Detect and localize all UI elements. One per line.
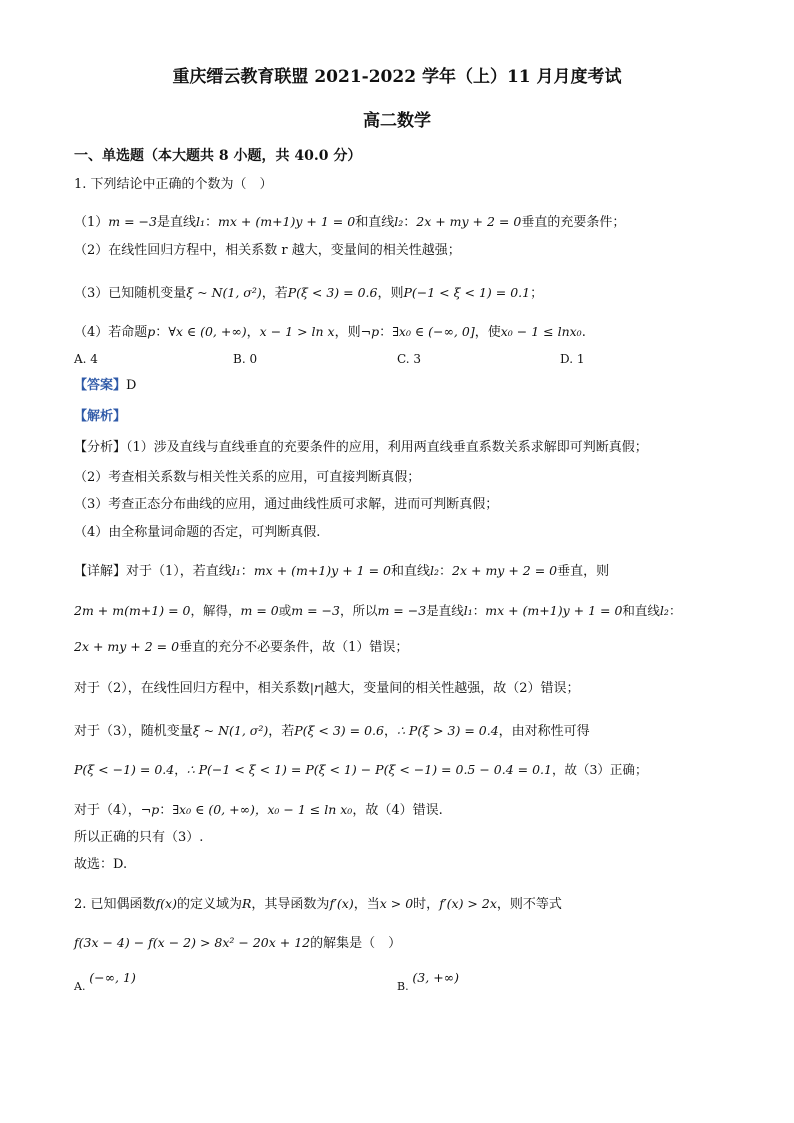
text: ： — [439, 564, 453, 579]
text: ， — [383, 724, 397, 739]
text: ： — [403, 215, 417, 230]
q1-statement-2: （2）在线性回归方程中，相关系数 r 越大，变量间的相关性越强； — [74, 243, 461, 258]
text: （1） — [74, 215, 109, 230]
text: 和直线 — [622, 603, 660, 618]
text: 垂直，则 — [557, 564, 610, 579]
detail-line-7 — [74, 801, 443, 820]
text: ，当 — [353, 897, 380, 912]
text: （4）若命题 — [74, 325, 148, 340]
text: 和直线 — [390, 564, 430, 579]
text: ： — [668, 603, 682, 618]
detail-line-6 — [74, 761, 647, 779]
detail-line-5 — [74, 722, 590, 741]
q1-option-a: A. 4 — [74, 352, 98, 366]
math: l₁ — [231, 563, 241, 578]
answer-value: D — [126, 378, 137, 393]
q1-option-b: B. 0 — [233, 352, 258, 366]
text: 的定义域为 — [176, 897, 242, 912]
math: R — [242, 896, 252, 911]
math: (−∞, 1) — [89, 970, 136, 985]
text: 垂直的充要条件； — [521, 215, 626, 230]
math: 2x + my + 2 = 0 — [74, 639, 180, 654]
text: ： — [155, 325, 169, 340]
text: 2. 已知偶函数 — [74, 897, 156, 912]
detail-line-1 — [74, 562, 609, 581]
text: 对于（2），在线性回归方程中，相关系数 — [74, 681, 310, 696]
text: ： — [379, 325, 393, 340]
detail-line-4 — [74, 679, 579, 698]
text: 是直线 — [156, 215, 196, 230]
q1-statement-3 — [74, 284, 543, 303]
math: ¬p — [360, 324, 380, 339]
math: m = −3 — [291, 603, 340, 618]
answer-line — [74, 377, 136, 395]
text: ，故（3）正确； — [551, 762, 648, 777]
analysis-line-1: 【分析】（1）涉及直线与直线垂直的充要条件的应用，利用两直线垂直系数关系求解即可判断真假； — [74, 440, 648, 455]
math: l₂ — [430, 563, 440, 578]
math: 2x + my + 2 = 0 — [452, 563, 558, 578]
math: m = −3 — [377, 603, 427, 618]
math: ∴ P(ξ > 3) = 0.4 — [397, 723, 499, 738]
text: 和直线 — [355, 215, 395, 230]
math: 2m + m(m+1) = 0 — [74, 603, 191, 618]
math: P(ξ < −1) = 0.4 — [74, 762, 175, 777]
math: f′(x) > 2x — [439, 896, 497, 911]
q1-stem: 1. 下列结论中正确的个数为（ ） — [74, 177, 273, 192]
text: ，由对称性可得 — [498, 724, 590, 739]
math: ∴ P(−1 < ξ < 1) = P(ξ < 1) − P(ξ < −1) = 0.5 − 0.4 = 0.1 — [186, 762, 552, 777]
text: ，则 — [377, 286, 404, 301]
q1-option-d: D. 1 — [560, 352, 585, 366]
math: f(3x − 4) − f(x − 2) > 8x² − 20x + 12 — [74, 935, 311, 950]
q1-statement-1 — [74, 213, 625, 232]
q2-option-a — [74, 970, 136, 993]
text: （3）已知随机变量 — [74, 286, 187, 301]
detail-line-2 — [74, 602, 681, 620]
math: mx + (m+1)y + 1 = 0 — [253, 563, 391, 578]
detail-line-9: 故选：D. — [74, 857, 128, 872]
math: P(−1 < ξ < 1) = 0.1 — [403, 285, 531, 300]
q2-option-b — [397, 970, 459, 993]
analysis-line-2: （2）考查相关系数与相关性关系的应用，可直接判断真假； — [74, 470, 421, 485]
math: ∃x₀ ∈ (0, +∞)，x₀ − 1 ≤ ln x₀ — [172, 802, 353, 817]
option-label: A. — [74, 980, 86, 993]
text: ，则不等式 — [496, 897, 562, 912]
text: ； — [530, 286, 544, 301]
math: ¬p — [140, 802, 160, 817]
math: l₁ — [196, 214, 206, 229]
text: ，其导函数为 — [251, 897, 330, 912]
q2-line-2 — [74, 934, 401, 953]
text: ，所以 — [339, 603, 378, 618]
text: ： — [240, 564, 254, 579]
math: l₂ — [394, 214, 404, 229]
math: ξ ~ N(1, σ²) — [186, 285, 262, 300]
text: ，若 — [261, 286, 288, 301]
text: ， — [246, 325, 260, 340]
text: 是直线 — [426, 603, 464, 618]
detail-line-3 — [74, 638, 408, 657]
text: 越大，变量间的相关性越强，故（2）错误； — [324, 681, 580, 696]
text: . — [581, 325, 586, 340]
math: mx + (m+1)y + 1 = 0 — [485, 603, 623, 618]
math: l₁ — [463, 603, 473, 618]
text: 或 — [278, 603, 292, 618]
text: 的解集是（ ） — [310, 936, 402, 951]
q1-option-c: C. 3 — [397, 352, 422, 366]
math: x − 1 > ln x — [259, 324, 335, 339]
text: ，使 — [474, 325, 501, 340]
math: f′(x) — [329, 896, 354, 911]
math: P(ξ < 3) = 0.6 — [294, 723, 384, 738]
text: 对于（4）， — [74, 803, 141, 818]
subject-title: 高二数学 — [363, 111, 431, 131]
text: ，若 — [268, 724, 295, 739]
text: ，故（4）错误. — [352, 803, 443, 818]
text: ， — [174, 762, 187, 777]
math: ∃x₀ ∈ (−∞, 0] — [392, 324, 475, 339]
section-heading: 一、单选题（本大题共 8 小题，共 40.0 分） — [74, 148, 362, 164]
math: |r| — [309, 680, 325, 695]
text: ： — [472, 603, 486, 618]
text: 时， — [413, 897, 440, 912]
q1-statement-4 — [74, 323, 586, 342]
math: (3, +∞) — [412, 970, 459, 985]
text: 垂直的充分不必要条件，故（1）错误； — [179, 640, 409, 655]
text: 对于（3），随机变量 — [74, 724, 193, 739]
analysis-label: 【解析】 — [74, 409, 127, 424]
math: m = −3 — [108, 214, 157, 229]
math: l₂ — [659, 603, 669, 618]
math: P(ξ < 3) = 0.6 — [287, 285, 378, 300]
text: ，则 — [334, 325, 361, 340]
detail-line-8: 所以正确的只有（3）. — [74, 830, 204, 845]
answer-label: 【答案】 — [74, 378, 127, 393]
q2-line-1 — [74, 895, 562, 914]
option-label: B. — [397, 980, 409, 993]
analysis-line-3: （3）考查正态分布曲线的应用，通过曲线性质可求解，进而可判断真假； — [74, 497, 499, 512]
text: ： — [159, 803, 173, 818]
text: ，解得， — [190, 603, 241, 618]
analysis-line-4: （4）由全称量词命题的否定，可判断真假. — [74, 525, 321, 540]
text: ： — [205, 215, 219, 230]
math: 2x + my + 2 = 0 — [416, 214, 522, 229]
math: mx + (m+1)y + 1 = 0 — [218, 214, 356, 229]
math: x₀ − 1 ≤ lnx₀ — [500, 324, 582, 339]
math: x > 0 — [379, 896, 414, 911]
math: p — [147, 324, 156, 339]
exam-title: 重庆缙云教育联盟 2021-2022 学年（上）11 月月度考试 — [172, 67, 622, 87]
math: f(x) — [155, 896, 177, 911]
text: 【详解】对于（1），若直线 — [74, 564, 232, 579]
math: m = 0 — [240, 603, 279, 618]
math: ∀x ∈ (0, +∞) — [168, 324, 247, 339]
math: ξ ~ N(1, σ²) — [192, 723, 269, 738]
